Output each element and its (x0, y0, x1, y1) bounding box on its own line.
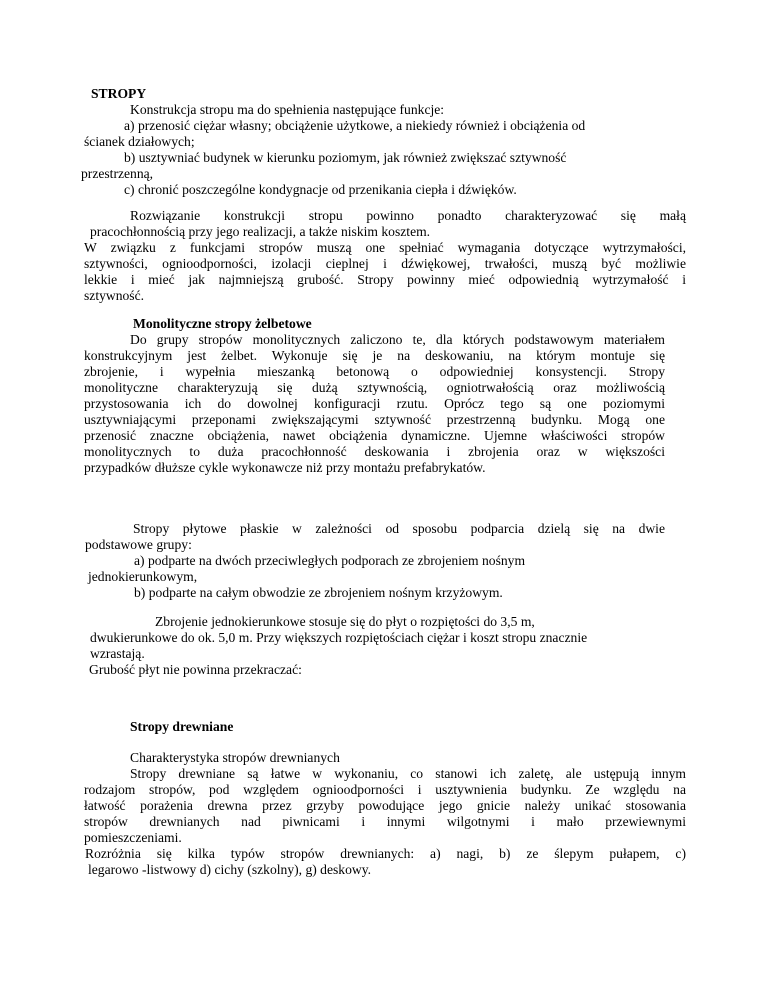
section-title-drewniane: Stropy drewniane (130, 719, 234, 734)
section-title-monolityczne: Monolityczne stropy żelbetowe (133, 316, 312, 331)
text-line: legarowo -listwowy d) cichy (szkolny), g) deskowy. (88, 862, 372, 877)
list-item-b: b) podparte na całym obwodzie ze zbrojeniem nośnym krzyżowym. (134, 585, 503, 600)
text-line: Konstrukcja stropu ma do spełnienia następujące funkcje: (130, 102, 445, 117)
text-line: stropów drewnianych nad piwnicami i innymi wilgotnymi i mało przewiewnymi (84, 814, 686, 829)
text-line: pracochłonnością przy jego realizacji, a także niskim kosztem. (90, 224, 431, 239)
text-line: monolityczne charakteryzują się dużą sztywnością, ogniotrwałością oraz możliwością (84, 380, 665, 395)
list-item-b: b) usztywniać budynek w kierunku poziomym, jak również zwiększać sztywność (124, 150, 567, 165)
list-item-a: a) przenosić ciężar własny; obciążenie użytkowe, a niekiedy również i obciążenia od (124, 118, 586, 133)
text-line: przypadków dłuższe cykle wykonawcze niż przy montażu prefabrykatów. (84, 460, 486, 475)
text-line: pomieszczeniami. (84, 830, 182, 845)
text-line: Do grupy stropów monolitycznych zaliczono te, dla których podstawowym materiałem (130, 332, 665, 347)
text-line: zbrojenie, i wypełnia mieszanką betonową o odpowiedniej konsystencji. Stropy (84, 364, 665, 379)
text-line: rodzajom stropów, pod względem ognioodporności i usztywnienia budynku. Ze względu na (84, 782, 686, 797)
text-line: przenosić znaczne obciążenia, nawet obciążenia dynamiczne. Ujemne właściwości stropów (84, 428, 665, 443)
text-line: usztywniającymi przeponami zwiększającymi sztywność przestrzenną budynku. Mogą one (84, 412, 665, 427)
list-item-a: a) podparte na dwóch przeciwległych podporach ze zbrojeniem nośnym (134, 553, 526, 568)
text-line: jednokierunkowym, (88, 569, 198, 584)
section-title-stropy: STROPY (91, 86, 147, 101)
text-line: Rozwiązanie konstrukcji stropu powinno ponadto charakteryzować się małą (130, 208, 686, 223)
text-line: ścianek działowych; (84, 134, 195, 149)
text-line: Stropy drewniane są łatwe w wykonaniu, co stanowi ich zaletę, ale ustępują innym (130, 766, 686, 781)
text-line: konstrukcyjnym jest żelbet. Wykonuje się je na deskowaniu, na którym montuje się (84, 348, 665, 363)
text-line: podstawowe grupy: (85, 537, 192, 552)
text-line: Grubość płyt nie powinna przekraczać: (89, 662, 302, 677)
text-line: Stropy płytowe płaskie w zależności od sposobu podparcia dzielą się na dwie (133, 521, 665, 536)
text-line: W związku z funkcjami stropów muszą one spełniać wymagania dotyczące wytrzymałości, (84, 240, 686, 255)
text-line: Zbrojenie jednokierunkowe stosuje się do płyt o rozpiętości do 3,5 m, (155, 614, 535, 629)
text-line: Rozróżnia się kilka typów stropów drewnianych: a) nagi, b) ze ślepym pułapem, c) (85, 846, 686, 861)
text-line: łatwość porażenia drewna przez grzyby powodujące jego gnicie należy unikać stosowania (84, 798, 686, 813)
text-line: dwukierunkowe do ok. 5,0 m. Przy większych rozpiętościach ciężar i koszt stropu znacznie (90, 630, 588, 645)
text-line: przestrzenną, (81, 166, 154, 181)
text-line: lekkie i mieć jak najmniejszą grubość. Stropy powinny mieć odpowiednią wytrzymałość i (84, 272, 686, 287)
text-line: wzrastają. (90, 646, 145, 661)
text-line: sztywność. (84, 288, 145, 303)
list-item-c: c) chronić poszczególne kondygnacje od przenikania ciepła i dźwięków. (124, 182, 517, 197)
text-line: przystosowania ich do dowolnej konfiguracji rzutu. Oprócz tego są one poziomymi (84, 396, 665, 411)
text-line: sztywności, ognioodporności, izolacji cieplnej i dźwiękowej, trwałości, muszą być możliwie (84, 256, 686, 271)
subtitle: Charakterystyka stropów drewnianych (130, 750, 340, 765)
text-line: monolitycznych to duża pracochłonność deskowania i zbrojenia oraz w większości (84, 444, 665, 459)
